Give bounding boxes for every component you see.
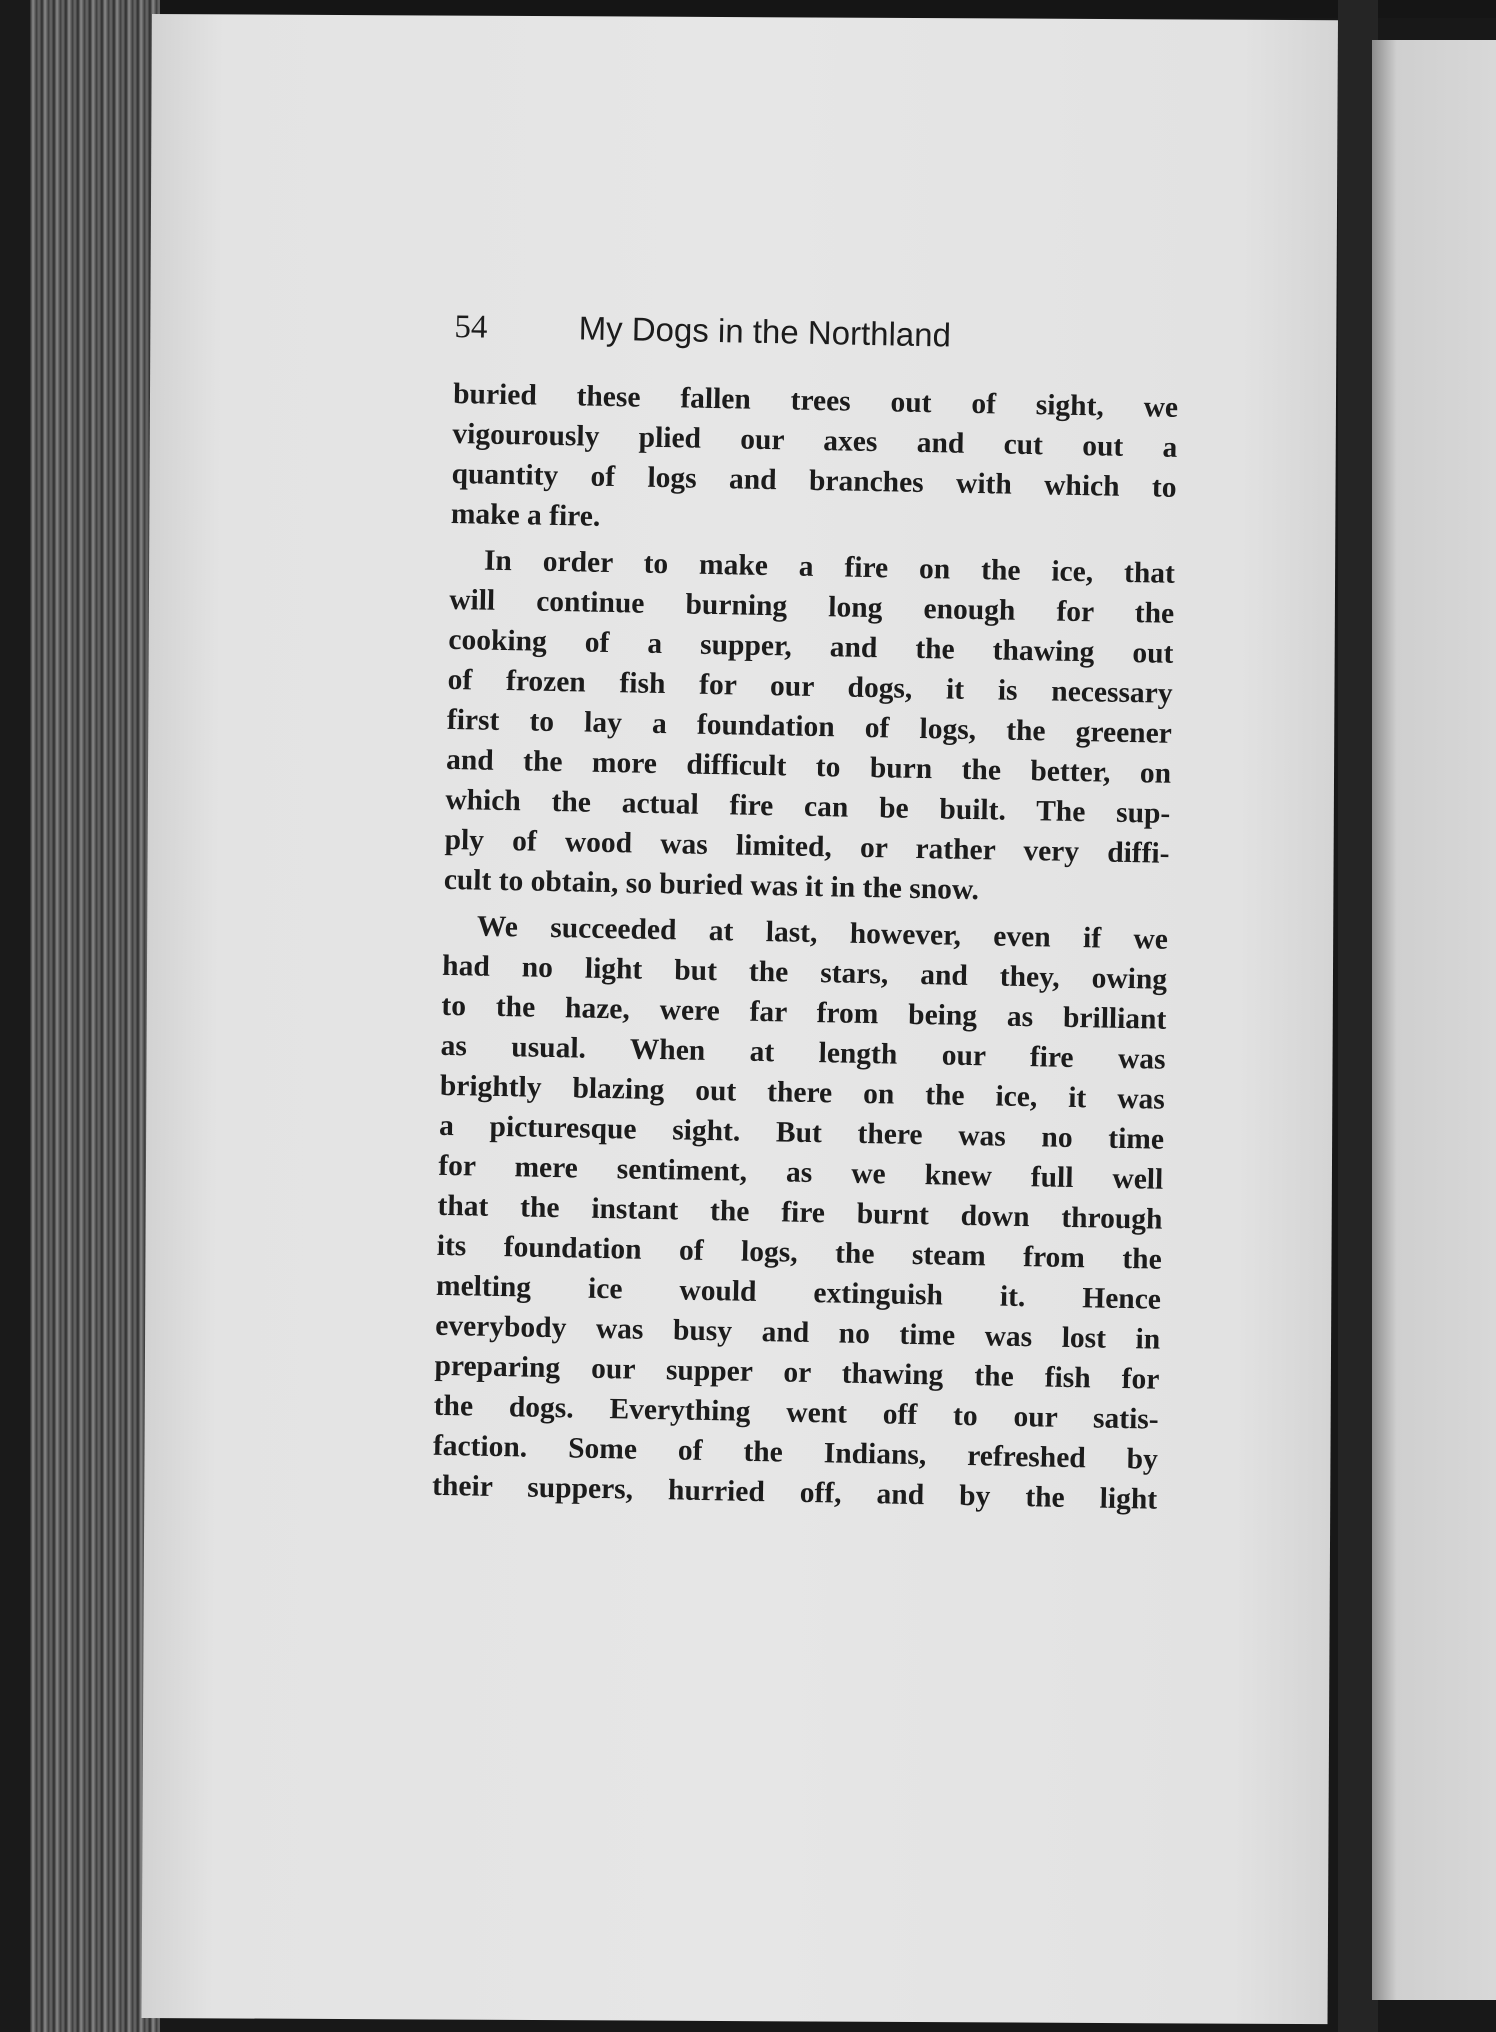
text-line: buried these fallen trees out of sight, we [452, 377, 1179, 424]
paragraph-3 [432, 906, 1168, 1520]
text-line: make a fire. [450, 497, 601, 533]
text-line: quantity of logs and branches with which to [451, 457, 1177, 504]
text-line: to the haze, were far from being as brilliant [441, 989, 1167, 1036]
text-line: We succeeded at last, however, even if we [476, 910, 1169, 956]
text-line: and the more difficult to burn the better, on [445, 743, 1172, 790]
text-line: a picturesque sight. But there was no time [438, 1109, 1165, 1156]
text-line: which the actual fire can be built. The sup- [445, 783, 1171, 830]
text-line: of frozen fish for our dogs, it is necessary [447, 663, 1173, 710]
text-line: for mere sentiment, as we knew full well [438, 1149, 1164, 1196]
text-line: its foundation of logs, the steam from the [436, 1229, 1163, 1276]
text-line: the dogs. Everything went off to our satis- [433, 1389, 1159, 1436]
facing-page-edge [1372, 40, 1496, 2000]
text-line: ply of wood was limited, or rather very diffi- [444, 823, 1170, 870]
text-line: faction. Some of the Indians, refreshed by [432, 1429, 1159, 1476]
text-line: vigourously plied our axes and cut out a [452, 417, 1178, 464]
paragraph-1 [451, 374, 1179, 548]
book-spine-shadow [0, 0, 30, 2032]
text-line: their suppers, hurried off, and by the light [431, 1469, 1158, 1516]
page-text-block [432, 300, 1180, 1520]
text-line: that the instant the fire burnt down through [437, 1189, 1163, 1236]
text-line: cult to obtain, so buried was it in the snow. [443, 863, 980, 907]
text-line: as usual. When at length our fire was [440, 1029, 1166, 1076]
text-line: everybody was busy and no time was lost in [434, 1309, 1161, 1356]
text-line: melting ice would extinguish it. Hence [435, 1269, 1162, 1316]
text-line: brightly blazing out there on the ice, it was [439, 1069, 1166, 1116]
text-line: first to lay a foundation of logs, the greener [446, 703, 1173, 750]
text-line: In order to make a fire on the ice, that [483, 544, 1176, 590]
text-line: had no light but the stars, and they, owing [441, 949, 1168, 996]
text-line: cooking of a supper, and the thawing out [448, 623, 1174, 670]
page-number: 54 [454, 308, 488, 346]
text-line: will continue burning long enough for the [448, 583, 1175, 630]
text-line: preparing our supper or thawing the fish for [434, 1349, 1160, 1396]
paragraph-2 [443, 540, 1175, 914]
running-title: My Dogs in the Northland [578, 309, 952, 354]
